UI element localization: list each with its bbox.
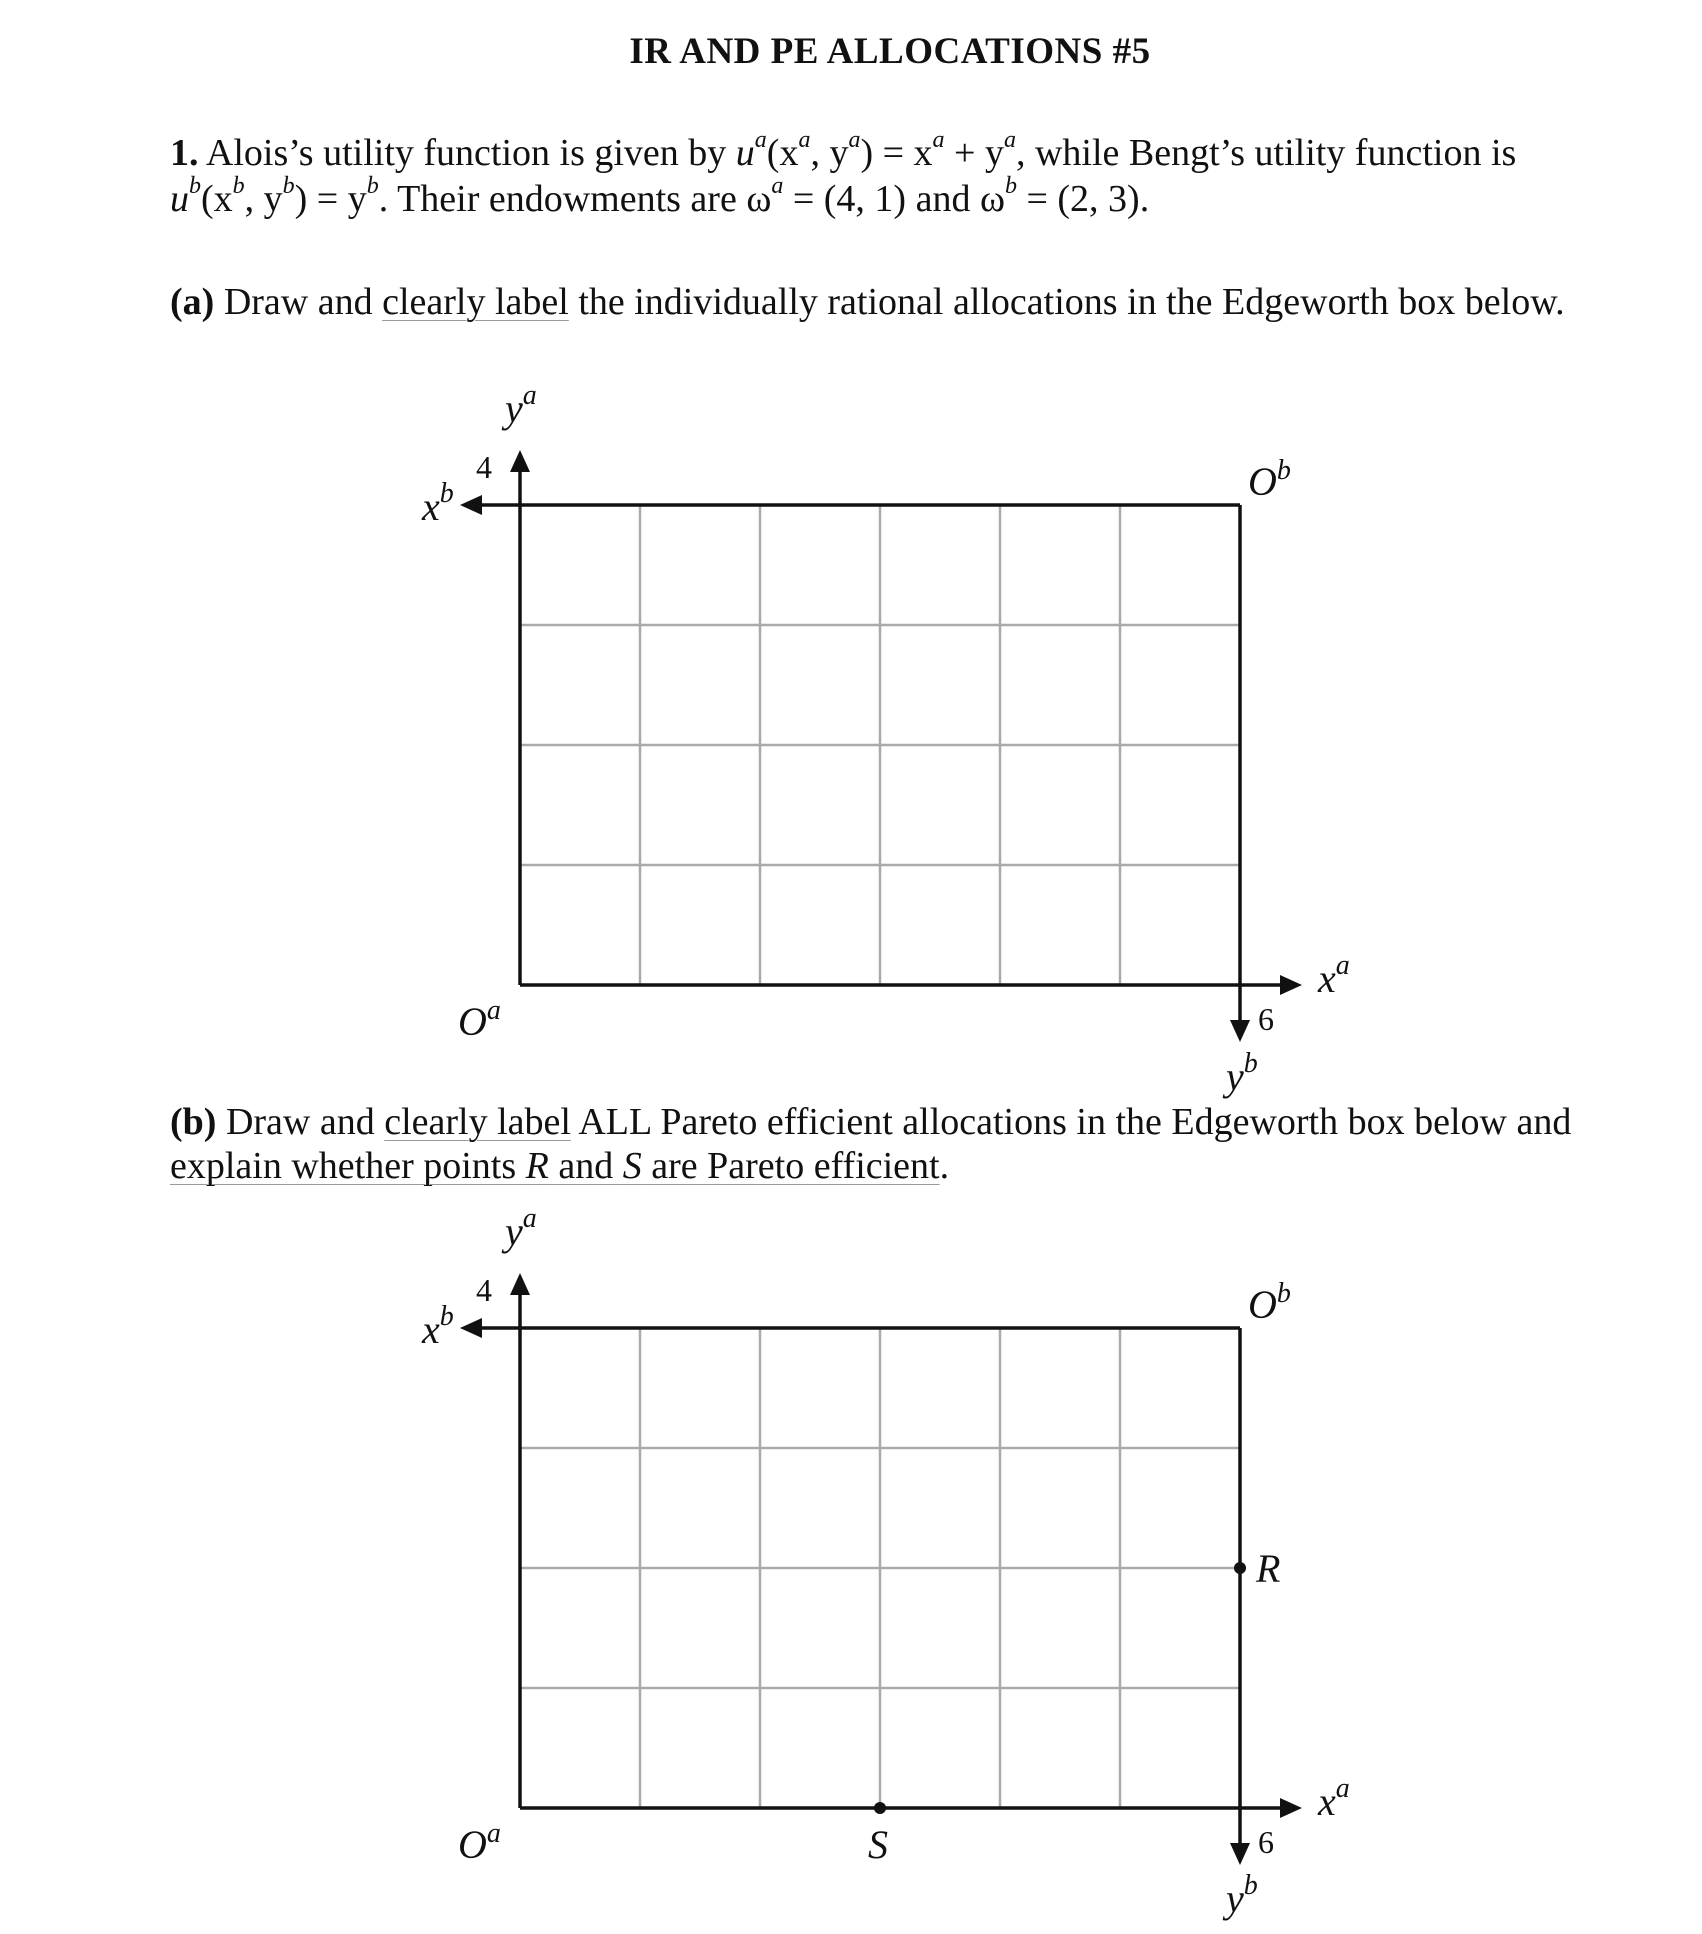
grid-lines: [520, 1328, 1240, 1808]
part-b-underlined-explain: [170, 1145, 940, 1187]
problem-text: . Their endowments are ω: [378, 178, 772, 220]
axis-xa-label: $x^a$: [1318, 1773, 1350, 1824]
origin-a-label: $O^a$: [458, 995, 501, 1044]
axis-xa-label: $x^a$: [1318, 950, 1350, 1001]
origin-b-label: $O^b$: [1248, 455, 1291, 504]
part-b-text: and: [548, 1145, 623, 1187]
edgeworth-box-b: [0, 1190, 1702, 1934]
problem-text: , while Bengt’s utility function is: [1015, 132, 1517, 174]
math-u: u: [735, 132, 755, 174]
part-b-underlined: clearly label: [384, 1101, 571, 1143]
sup: b: [232, 173, 245, 199]
width-label: 6: [1258, 1001, 1274, 1037]
axis-xb-label: $x^b$: [422, 478, 454, 529]
point-s-ref: S: [622, 1145, 642, 1187]
part-a-text: the individually rational allocations in the Edgeworth box below.: [568, 281, 1565, 323]
math: (x: [201, 178, 233, 220]
sup: b: [366, 173, 379, 199]
part-a-underlined: clearly label: [382, 281, 569, 323]
axis-xb-label: $x^b$: [422, 1301, 454, 1352]
math: ) = x: [860, 132, 933, 174]
point-r-dot: [1234, 1562, 1246, 1574]
sup: a: [932, 127, 945, 153]
axis-ya-label: $y^a$: [505, 380, 537, 431]
grid-lines: [520, 505, 1240, 985]
part-b-text: are Pareto efficient: [641, 1145, 940, 1187]
sup: b: [282, 173, 295, 199]
point-s-dot: [874, 1802, 886, 1814]
point-s-label: S: [868, 1822, 888, 1867]
axis-ya-label: $y^a$: [505, 1203, 537, 1254]
part-b-text: Draw and: [216, 1101, 385, 1143]
part-b-label: (b): [170, 1101, 217, 1143]
edgeworth-box-b-svg: [0, 1190, 1702, 1934]
math: ) = y: [294, 178, 367, 220]
axis-yb-label: $y^b$: [1226, 1048, 1258, 1099]
part-b-text: explain whether points: [170, 1145, 526, 1187]
sup: b: [189, 173, 201, 199]
sup: a: [798, 127, 811, 153]
sup: a: [771, 173, 784, 199]
problem-number: 1.: [170, 132, 199, 174]
problem-text: Alois’s utility function is given by: [205, 132, 736, 174]
origin-b-label: $O^b$: [1248, 1278, 1291, 1327]
page-title: IR AND PE ALLOCATIONS #5: [629, 31, 1151, 72]
point-r-label: R: [1256, 1546, 1281, 1591]
problem-text: = (2, 3).: [1016, 178, 1150, 220]
point-r-ref: R: [525, 1145, 549, 1187]
sup: b: [1004, 173, 1017, 199]
height-label: 4: [476, 1272, 492, 1308]
part-b-question: [170, 1100, 1590, 1188]
sup: a: [848, 127, 861, 153]
math: , y: [810, 132, 849, 174]
axis-yb-label: $y^b$: [1226, 1870, 1258, 1921]
math-u: u: [170, 178, 189, 220]
part-b-text: ALL Pareto efficient allocations in the Edgeworth box below and: [570, 1101, 1572, 1143]
edgeworth-box-a-svg: [0, 370, 1702, 1100]
part-a-label: (a): [170, 281, 215, 323]
math: , y: [244, 178, 283, 220]
width-label: 6: [1258, 1824, 1274, 1860]
sup: a: [754, 127, 767, 153]
part-a-text: Draw and: [214, 281, 383, 323]
edgeworth-box-a: [0, 370, 1702, 1100]
math: + y: [944, 132, 1004, 174]
height-label: 4: [476, 449, 492, 485]
origin-a-label: $O^a$: [458, 1818, 501, 1867]
math: (x: [766, 132, 799, 174]
part-a-question: [170, 280, 1590, 324]
problem-statement: [170, 127, 1590, 222]
part-b-text: .: [939, 1145, 950, 1187]
sup: a: [1003, 127, 1016, 153]
problem-text: = (4, 1) and ω: [783, 178, 1005, 220]
